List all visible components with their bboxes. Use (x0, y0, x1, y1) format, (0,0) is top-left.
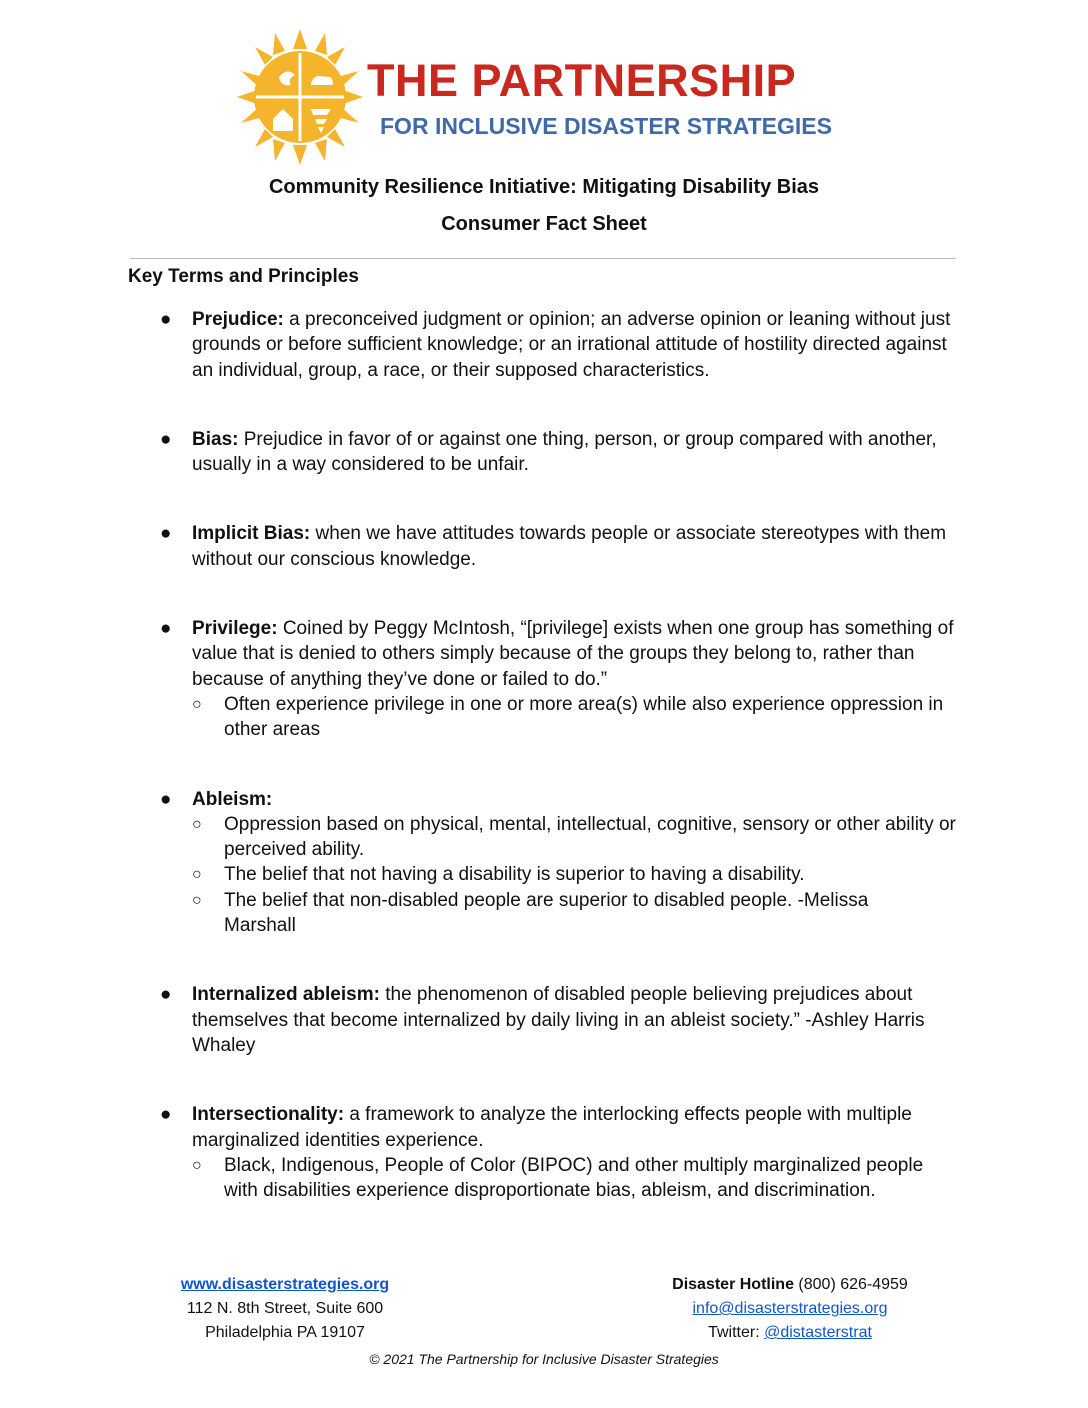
term-definition: the phenomenon of disabled people believing prejudices about themselves that become internalized by daily living in an ableist society.” -Ashley Harris Whaley (192, 984, 925, 1056)
section-heading: Key Terms and Principles (128, 266, 359, 287)
term-ableism (160, 787, 960, 812)
bullet: ● (160, 984, 172, 1006)
sub-bullet: ○ (192, 1156, 202, 1174)
sub-item (160, 888, 960, 939)
term-implicit-bias (160, 521, 960, 572)
twitter-link[interactable]: @distasterstrat (764, 1324, 872, 1341)
term-label: Bias: (192, 428, 239, 450)
hotline-number: (800) 626-4959 (793, 1276, 908, 1293)
term-definition: Coined by Peggy McIntosh, “[privilege] exists when one group has something of value that is denied to others simply because of the groups they belong to, rather than because of anything they’ve done or failed to do.” (192, 618, 954, 690)
copyright: © 2021 The Partnership for Inclusive Disaster Strategies (369, 1351, 719, 1367)
address-line-1: 112 N. 8th Street, Suite 600 (186, 1300, 384, 1317)
term-definition: a preconceived judgment or opinion; an adverse opinion or leaning without just grounds or before sufficient knowledge; or an irrational attitude of hostility directed against an individual, group, a race, or their supposed characteristics. (192, 309, 951, 381)
sun-logo-icon (235, 27, 365, 167)
bullet: ● (160, 618, 172, 640)
sub-item (160, 1153, 960, 1204)
term-label: Ableism: (192, 788, 273, 810)
partnership-logo (235, 27, 855, 167)
term-label: Internalized ableism: (192, 984, 380, 1006)
sub-item-text: Oppression based on physical, mental, intellectual, cognitive, sensory or other ability or perceived ability. (224, 813, 956, 861)
sub-item-text: The belief that not having a disability is superior to having a disability. (224, 864, 805, 886)
sub-item (160, 812, 960, 863)
sub-bullet: ○ (192, 891, 202, 909)
term-definition: a framework to analyze the interlocking effects people with multiple marginalized identities experience. (192, 1104, 912, 1151)
sub-bullet: ○ (192, 866, 202, 884)
website-link[interactable]: www.disasterstrategies.org (180, 1276, 390, 1293)
org-subtitle: FOR INCLUSIVE DISASTER STRATEGIES (380, 113, 832, 139)
bullet: ● (160, 1104, 172, 1126)
document-subtitle: Consumer Fact Sheet (441, 213, 647, 235)
sub-item (160, 692, 960, 743)
term-definition: Prejudice in favor of or against one thing, person, or group compared with another, usually in a way considered to be unfair. (192, 428, 937, 476)
twitter-label: Twitter: (708, 1324, 765, 1341)
document-title: Community Resilience Initiative: Mitigating Disability Bias (268, 176, 820, 198)
footer-contact-block (640, 1273, 940, 1345)
term-label: Privilege: (192, 618, 278, 640)
bullet: ● (160, 428, 172, 450)
sub-item-text: Black, Indigenous, People of Color (BIPOC) and other multiply marginalized people with disabilities experience disproportionate bias, ableism, and discrimination. (224, 1154, 924, 1202)
terms-list (160, 307, 960, 1203)
term-label: Intersectionality: (192, 1104, 345, 1126)
sub-bullet: ○ (192, 815, 202, 833)
term-label: Prejudice: (192, 309, 284, 330)
term-bias (160, 427, 960, 478)
term-internalized-ableism (160, 982, 960, 1058)
divider (130, 258, 956, 259)
term-definition: when we have attitudes towards people or associate stereotypes with them without our conscious knowledge. (192, 523, 947, 570)
address-line-2: Philadelphia PA 19107 (205, 1324, 365, 1341)
term-privilege (160, 616, 960, 692)
bullet: ● (160, 309, 172, 330)
org-name: THE PARTNERSHIP (367, 55, 797, 106)
bullet: ● (160, 788, 172, 810)
term-intersectionality (160, 1102, 960, 1153)
sub-item (160, 862, 960, 887)
email-link[interactable]: info@disasterstrategies.org (692, 1300, 888, 1317)
term-prejudice (160, 307, 960, 383)
hotline-label: Disaster Hotline (672, 1276, 794, 1293)
footer-address-block (150, 1273, 420, 1345)
sub-item-text: Often experience privilege in one or more area(s) while also experience oppression in other areas (224, 693, 944, 741)
term-label: Implicit Bias: (192, 523, 311, 545)
bullet: ● (160, 523, 172, 545)
sub-item-text: The belief that non-disabled people are superior to disabled people. -Melissa Marshall (224, 889, 869, 937)
sub-bullet: ○ (192, 695, 202, 713)
